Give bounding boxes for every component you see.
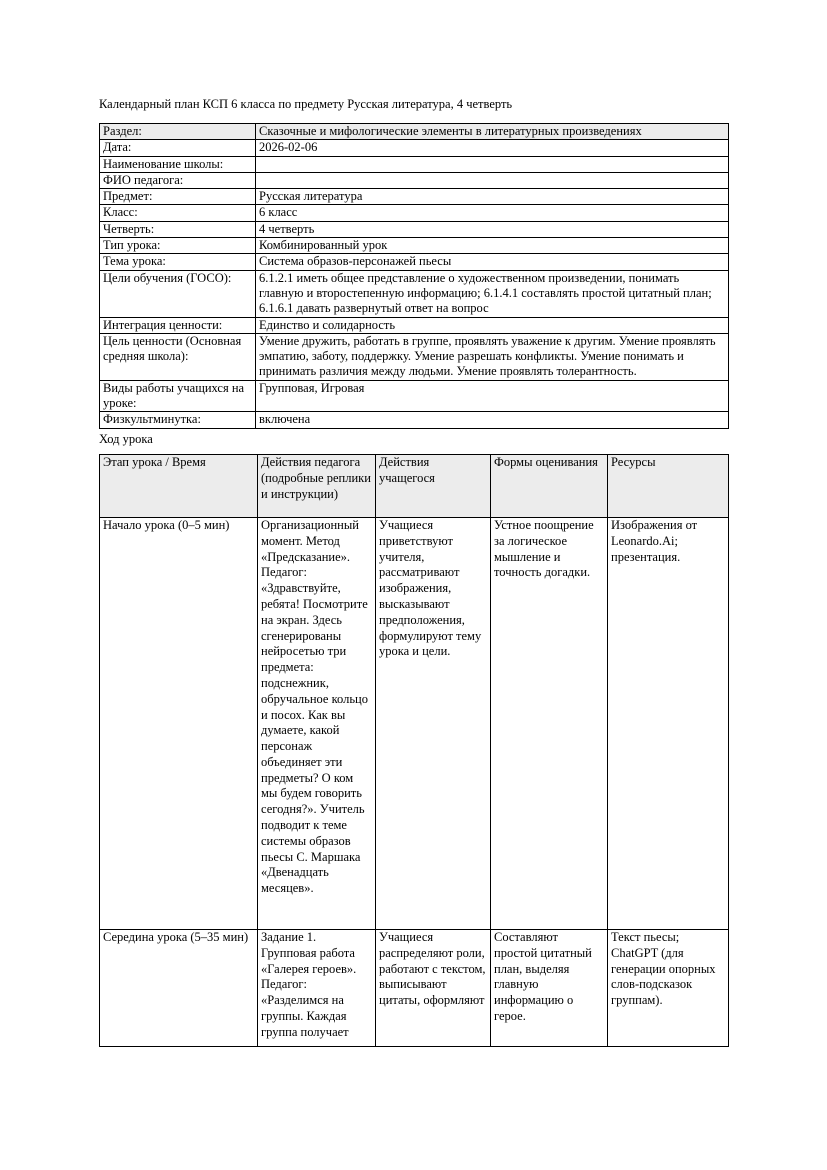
- cell-assessment-text: Составляют простой цитатный план, выделяя главную информацию о герое.: [494, 929, 592, 1023]
- info-label: Цели обучения (ГОСО):: [100, 270, 256, 317]
- info-value: [256, 172, 729, 188]
- column-header-student-actions: Действия учащегося: [376, 454, 491, 517]
- info-label: Раздел:: [100, 124, 256, 140]
- column-header-stage: Этап урока / Время: [100, 454, 258, 517]
- cell-resources-text: Текст пьесы; ChatGPT (для генерации опорных слов-подсказок группам).: [611, 929, 716, 1008]
- info-label: Интеграция ценности:: [100, 317, 256, 333]
- info-value: [256, 156, 729, 172]
- column-header-resources: Ресурсы: [608, 454, 729, 517]
- info-value: включена: [256, 412, 729, 428]
- info-row-quarter: [100, 221, 729, 237]
- section-heading: Ход урока: [99, 431, 153, 446]
- info-row-values-integration: [100, 317, 729, 333]
- cell-resources: Изображения от Leonardo.Ai; презентация.: [608, 517, 729, 929]
- info-row-lesson-topic: [100, 254, 729, 270]
- cell-stage: [100, 929, 258, 1046]
- cell-resources: [608, 929, 729, 1046]
- lesson-flow-table: [99, 454, 729, 1047]
- info-value: 6.1.2.1 иметь общее представление о художественном произведении, понимать главную и второстепенную информацию; 6.1.4.1 составлять простой цитатный план; 6.1.6.1 давать развернутый ответ на вопрос: [256, 270, 729, 317]
- cell-assessment: Устное поощрение за логическое мышление и точность догадки.: [491, 517, 608, 929]
- column-header-teacher-actions: Действия педагога (подробные реплики и инструкции): [258, 454, 376, 517]
- info-label: Тип урока:: [100, 238, 256, 254]
- info-value: 4 четверть: [256, 221, 729, 237]
- lesson-row-start: [100, 517, 729, 929]
- info-value: 2026-02-06: [256, 140, 729, 156]
- cell-stage: Начало урока (0–5 мин): [100, 517, 258, 929]
- info-label: Наименование школы:: [100, 156, 256, 172]
- info-row-goals: [100, 270, 729, 317]
- info-label: Цель ценности (Основная средняя школа):: [100, 333, 256, 380]
- lesson-row-middle: [100, 929, 729, 1046]
- info-row-razdel: [100, 124, 729, 140]
- cell-student-actions: Учащиеся приветствуют учителя, рассматривают изображения, высказывают предположения, формулируют тему урока и цели.: [376, 517, 491, 929]
- info-value: Сказочные и мифологические элементы в литературных произведениях: [256, 124, 729, 140]
- info-row-data: [100, 140, 729, 156]
- column-header-assessment: Формы оценивания: [491, 454, 608, 517]
- cell-assessment: [491, 929, 608, 1046]
- info-row-class: [100, 205, 729, 221]
- cell-student-actions-text: Учащиеся распределяют роли, работают с текстом, выписывают цитаты, оформляют: [379, 929, 486, 1008]
- document-content: [99, 97, 728, 1047]
- info-label: Дата:: [100, 140, 256, 156]
- lesson-table-header-row: [100, 454, 729, 517]
- info-label: Тема урока:: [100, 254, 256, 270]
- lesson-info-table: [99, 123, 729, 429]
- info-label: Класс:: [100, 205, 256, 221]
- info-label: ФИО педагога:: [100, 172, 256, 188]
- info-value: Комбинированный урок: [256, 238, 729, 254]
- info-row-work-types: [100, 380, 729, 412]
- cell-teacher-actions: Организационный момент. Метод «Предсказание». Педагог: «Здравствуйте, ребята! Посмотрите на экран. Здесь сгенерированы нейросетью три предмета: подснежник, обручальное кольцо и посох. Как вы думаете, какой персонаж объединяет эти предметы? О ком мы будем говорить сегодня?». Учитель подводит к теме системы образов пьесы С. Маршака «Двенадцать месяцев».: [258, 517, 376, 929]
- info-row-values-goal: [100, 333, 729, 380]
- info-value: Единство и солидарность: [256, 317, 729, 333]
- info-label: Физкультминутка:: [100, 412, 256, 428]
- info-value: Система образов-персонажей пьесы: [256, 254, 729, 270]
- info-row-school: [100, 156, 729, 172]
- info-value: 6 класс: [256, 205, 729, 221]
- cell-teacher-actions: [258, 929, 376, 1046]
- info-value: Групповая, Игровая: [256, 380, 729, 412]
- cell-student-actions: [376, 929, 491, 1046]
- info-label: Предмет:: [100, 189, 256, 205]
- cell-stage-text: Середина урока (5–35 мин): [103, 929, 249, 944]
- info-row-lesson-type: [100, 238, 729, 254]
- info-label: Четверть:: [100, 221, 256, 237]
- info-row-physical-minute: [100, 412, 729, 428]
- info-value: Умение дружить, работать в группе, проявлять уважение к другим. Умение проявлять эмпатию, заботу, поддержку. Умение разрешать конфликты. Умение понимать и принимать различия между людьми. Умение проявлять толерантность.: [256, 333, 729, 380]
- info-value: Русская литература: [256, 189, 729, 205]
- document-title: Календарный план КСП 6 класса по предмету Русская литература, 4 четверть: [99, 97, 513, 111]
- info-row-subject: [100, 189, 729, 205]
- info-row-teacher-name: [100, 172, 729, 188]
- info-label: Виды работы учащихся на уроке:: [100, 380, 256, 412]
- cell-teacher-actions-text: Задание 1. Групповая работа «Галерея героев». Педагог: «Разделимся на группы. Каждая группа получает: [261, 929, 357, 1039]
